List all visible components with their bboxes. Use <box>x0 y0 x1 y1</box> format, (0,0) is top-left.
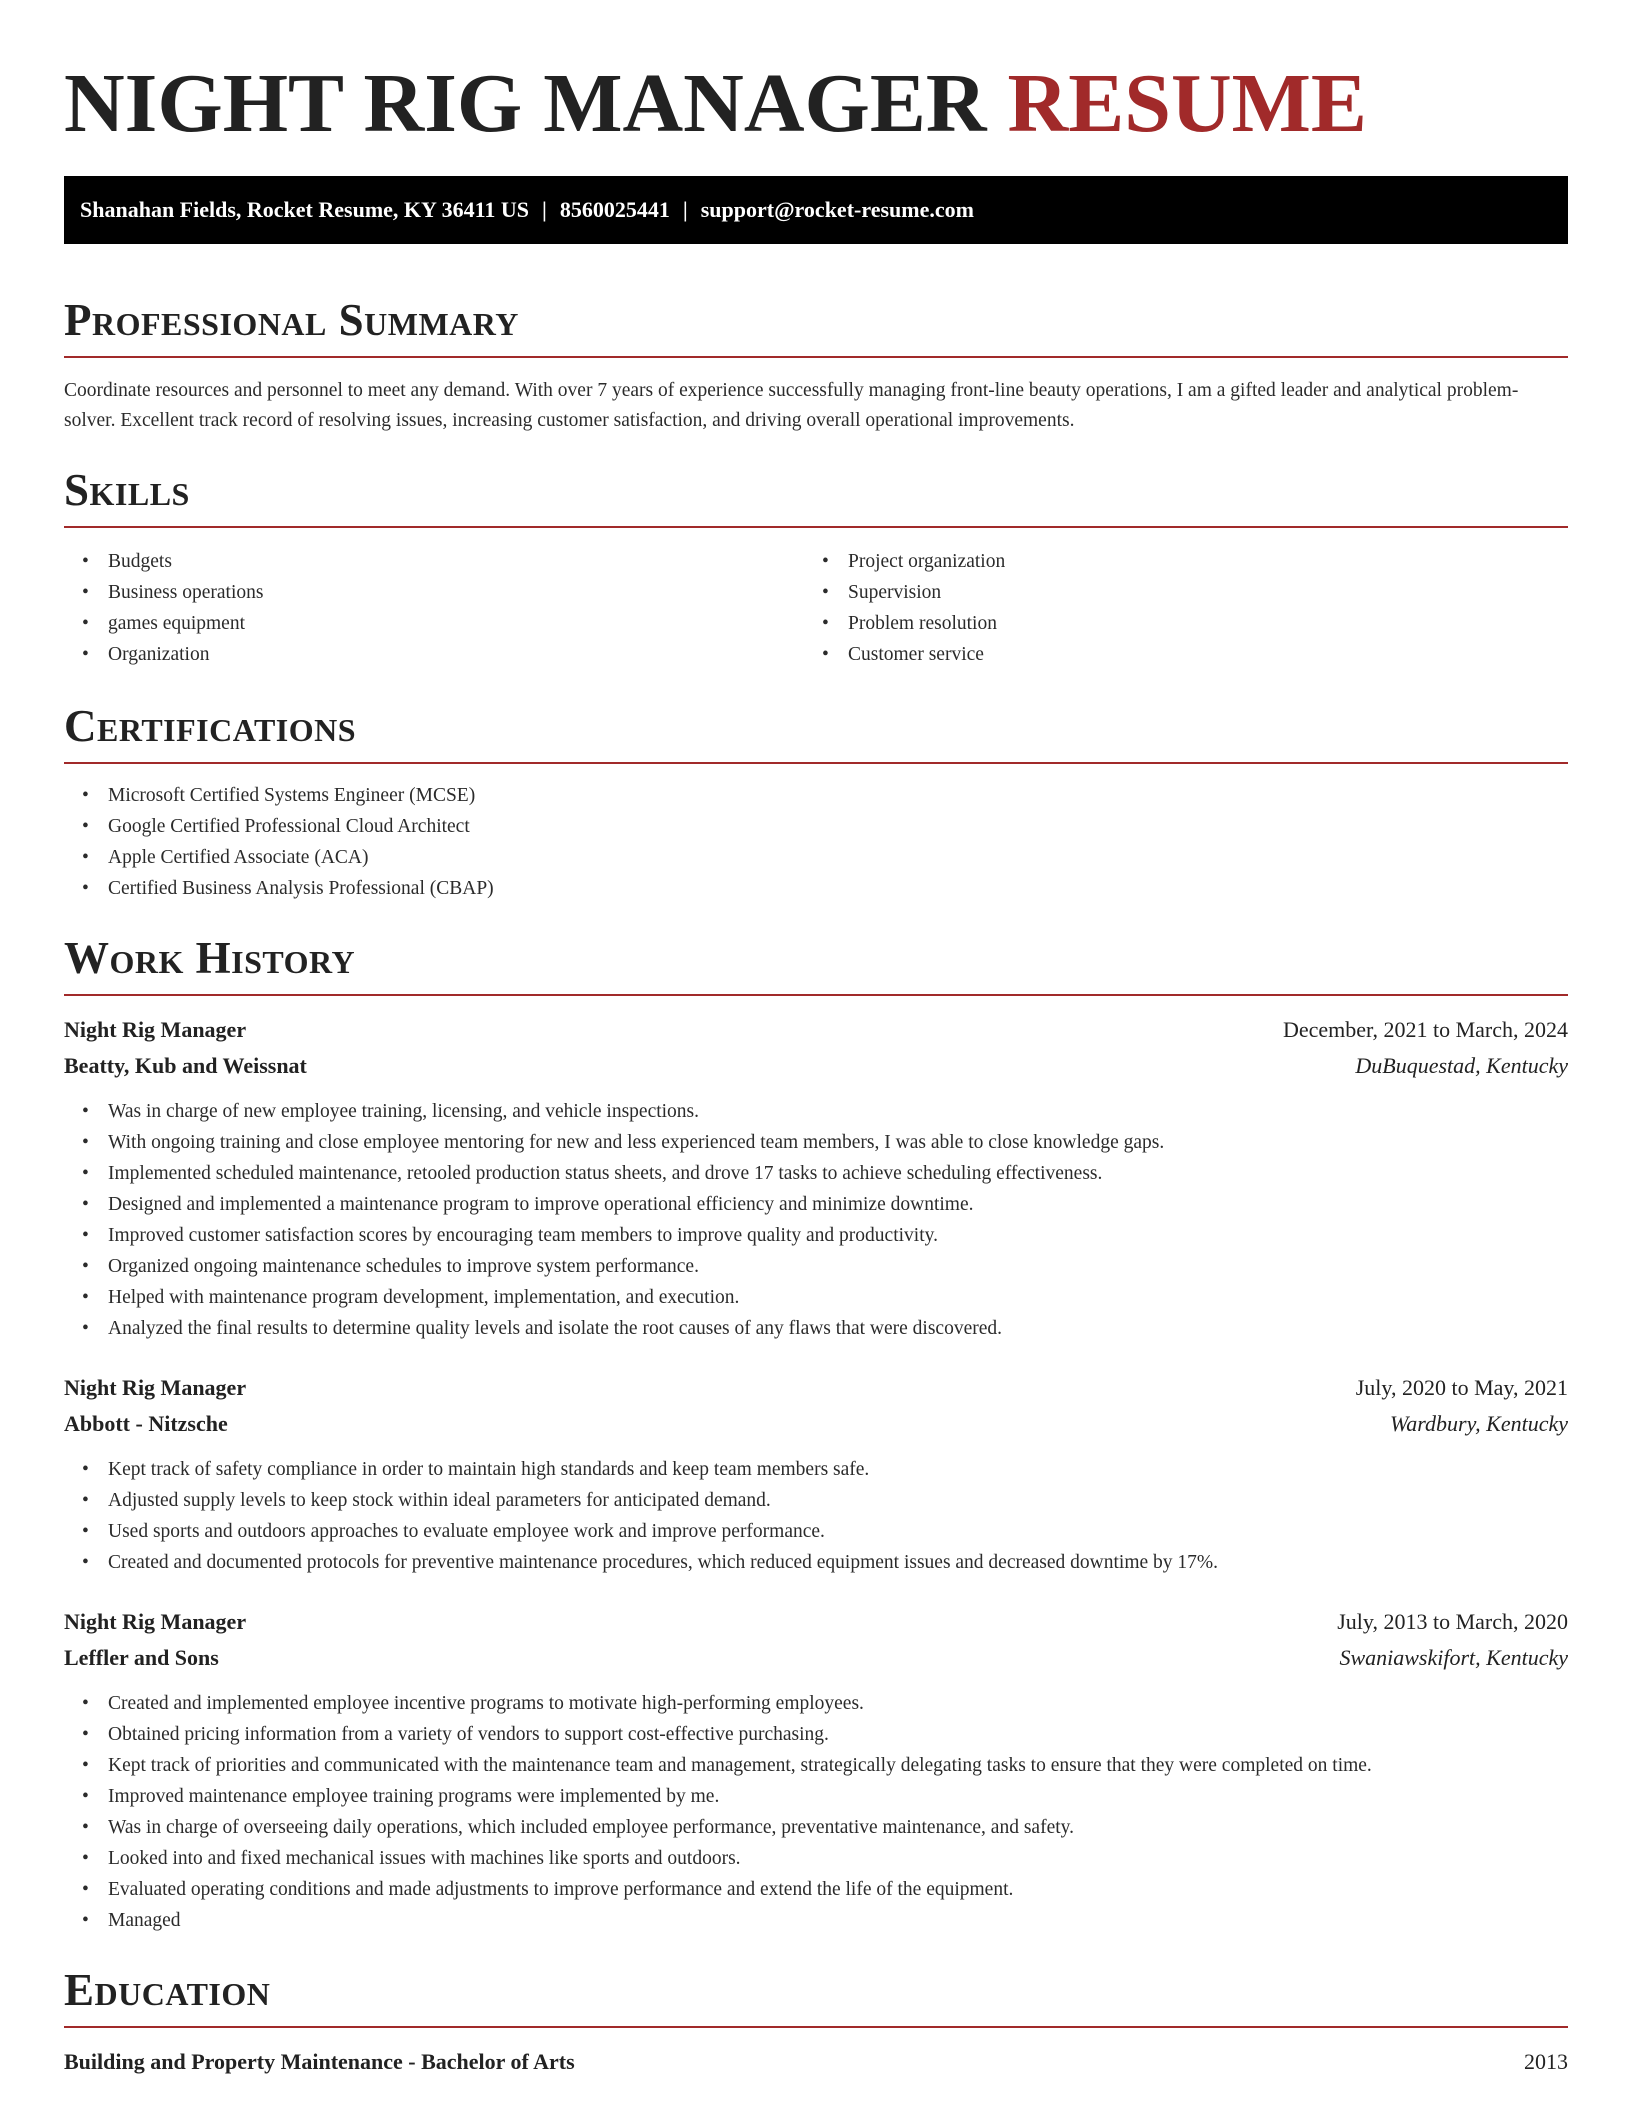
list-item <box>64 1313 1568 1344</box>
bullet-icon: • <box>82 1194 89 1215</box>
list-item <box>804 608 1544 639</box>
list-item <box>64 1485 1568 1516</box>
list-item <box>64 842 1568 873</box>
contact-email[interactable]: support@rocket-resume.com <box>700 197 974 222</box>
list-item <box>64 1843 1568 1874</box>
list-item <box>64 1127 1568 1158</box>
job-bullet-text: Obtained pricing information from a variety of vendors to support cost-effective purchasing. <box>108 1724 829 1745</box>
skills-columns <box>64 546 1568 670</box>
list-item <box>64 873 1568 904</box>
job-bullet-text: Managed <box>108 1910 181 1931</box>
bullet-icon: • <box>82 1786 89 1807</box>
job-bullet-text: Implemented scheduled maintenance, retooled production status sheets, and drove 17 tasks to achieve scheduling effectiveness. <box>108 1163 1103 1184</box>
skill-label: Problem resolution <box>848 613 997 634</box>
job-title: Night Rig Manager <box>64 1609 247 1634</box>
certifications-list <box>64 780 1568 904</box>
job-dates: July, 2013 to March, 2020 <box>1337 1609 1568 1634</box>
job-dates: July, 2020 to May, 2021 <box>1355 1375 1568 1400</box>
list-item <box>64 1812 1568 1843</box>
section-certifications <box>64 700 1568 904</box>
job-bullet-text: Kept track of priorities and communicated with the maintenance team and management, strategically delegating tasks to ensure that they were completed on time. <box>108 1755 1372 1776</box>
job-title: Night Rig Manager <box>64 1375 247 1400</box>
education-year: 2013 <box>1524 2049 1568 2074</box>
job-bullet-text: Created and documented protocols for preventive maintenance procedures, which reduced equipment issues and decreased downtime by 17%. <box>108 1552 1219 1573</box>
bullet-icon: • <box>82 1521 89 1542</box>
list-item <box>64 1096 1568 1127</box>
section-heading: Professional Summary <box>64 295 519 345</box>
list-item <box>64 1282 1568 1313</box>
bullet-icon: • <box>82 613 89 634</box>
job-bullet-text: Adjusted supply levels to keep stock within ideal parameters for anticipated demand. <box>108 1490 771 1511</box>
bullet-icon: • <box>82 1256 89 1277</box>
job-entry <box>64 1370 1568 1578</box>
job-company: Leffler and Sons <box>64 1645 219 1670</box>
list-item <box>64 811 1568 842</box>
bullet-icon: • <box>82 1459 89 1480</box>
job-bullets <box>64 1454 1568 1578</box>
job-bullets <box>64 1688 1568 1936</box>
job-bullet-text: Organized ongoing maintenance schedules to improve system performance. <box>108 1256 699 1277</box>
section-divider <box>64 994 1568 996</box>
title-accent: RESUME <box>1007 57 1367 150</box>
contact-phone: 8560025441 <box>559 197 670 222</box>
section-heading: Work History <box>64 933 356 983</box>
job-bullet-text: Used sports and outdoors approaches to evaluate employee work and improve performance. <box>108 1521 825 1542</box>
certification-label: Microsoft Certified Systems Engineer (MCSE) <box>108 785 476 806</box>
list-item <box>64 1750 1568 1781</box>
list-item <box>64 1220 1568 1251</box>
job-title: Night Rig Manager <box>64 1017 247 1042</box>
list-item <box>64 1905 1568 1936</box>
bullet-icon: • <box>82 1848 89 1869</box>
section-divider <box>64 356 1568 358</box>
job-bullet-text: Kept track of safety compliance in order to maintain high standards and keep team members safe. <box>108 1459 870 1480</box>
bullet-icon: • <box>82 1552 89 1573</box>
list-item <box>804 639 1544 670</box>
resume-title <box>64 0 1568 152</box>
job-bullet-text: With ongoing training and close employee mentoring for new and less experienced team members, I was able to close knowledge gaps. <box>108 1132 1165 1153</box>
section-divider <box>64 526 1568 528</box>
section-education <box>64 1964 1568 2080</box>
bullet-icon: • <box>82 816 89 837</box>
bullet-icon: • <box>82 1163 89 1184</box>
job-header-row <box>64 1012 1568 1048</box>
job-location: DuBuquestad, Kentucky <box>1355 1053 1568 1078</box>
section-professional-summary <box>64 294 1568 436</box>
job-bullets <box>64 1096 1568 1344</box>
bullet-icon: • <box>82 1724 89 1745</box>
skill-label: Organization <box>108 644 210 665</box>
list-item <box>804 546 1544 577</box>
bullet-icon: • <box>822 551 829 572</box>
resume-page <box>64 0 1568 2080</box>
section-heading: Certifications <box>64 701 357 751</box>
section-work-history <box>64 932 1568 1936</box>
section-heading: Skills <box>64 465 190 515</box>
skill-label: Supervision <box>848 582 942 603</box>
title-main: NIGHT RIG MANAGER <box>64 57 987 150</box>
section-divider <box>64 762 1568 764</box>
job-bullet-text: Designed and implemented a maintenance program to improve operational efficiency and minimize downtime. <box>108 1194 974 1215</box>
list-item <box>64 546 804 577</box>
list-item <box>64 608 804 639</box>
list-item <box>64 1874 1568 1905</box>
education-row <box>64 2044 1568 2080</box>
skills-list-right <box>804 546 1544 670</box>
bullet-icon: • <box>82 1755 89 1776</box>
job-company-row <box>64 1048 1568 1084</box>
contact-separator: | <box>542 197 547 222</box>
job-bullet-text: Improved customer satisfaction scores by encouraging team members to improve quality and productivity. <box>108 1225 938 1246</box>
job-bullet-text: Improved maintenance employee training programs were implemented by me. <box>108 1786 720 1807</box>
list-item <box>64 1251 1568 1282</box>
skill-label: Customer service <box>848 644 984 665</box>
bullet-icon: • <box>822 613 829 634</box>
job-bullet-text: Created and implemented employee incentive programs to motivate high-performing employees. <box>108 1693 864 1714</box>
bullet-icon: • <box>82 1318 89 1339</box>
certification-label: Certified Business Analysis Professional (CBAP) <box>108 878 494 899</box>
job-header-row <box>64 1604 1568 1640</box>
job-bullet-text: Evaluated operating conditions and made adjustments to improve performance and extend the life of the equipment. <box>108 1879 1014 1900</box>
job-company-row <box>64 1406 1568 1442</box>
job-company: Beatty, Kub and Weissnat <box>64 1053 307 1078</box>
job-location: Swaniawskifort, Kentucky <box>1339 1645 1568 1670</box>
job-bullet-text: Was in charge of new employee training, licensing, and vehicle inspections. <box>108 1101 700 1122</box>
list-item <box>64 1454 1568 1485</box>
list-item <box>64 1547 1568 1578</box>
contact-address: Shanahan Fields, Rocket Resume, KY 36411 US <box>80 197 530 222</box>
job-entry <box>64 1012 1568 1344</box>
job-location: Wardbury, Kentucky <box>1389 1411 1568 1436</box>
contact-separator: | <box>682 197 688 222</box>
job-entry <box>64 1604 1568 1936</box>
education-degree: Building and Property Maintenance - Bachelor of Arts <box>64 2049 575 2074</box>
list-item <box>64 577 804 608</box>
certification-label: Google Certified Professional Cloud Architect <box>108 816 470 837</box>
job-company-row <box>64 1640 1568 1676</box>
bullet-icon: • <box>82 1490 89 1511</box>
certification-label: Apple Certified Associate (ACA) <box>108 847 369 868</box>
job-header-row <box>64 1370 1568 1406</box>
skill-label: games equipment <box>108 613 246 634</box>
list-item <box>64 1516 1568 1547</box>
bullet-icon: • <box>82 582 89 603</box>
list-item <box>64 639 804 670</box>
job-dates: December, 2021 to March, 2024 <box>1282 1017 1568 1042</box>
job-bullet-text: Was in charge of overseeing daily operations, which included employee performance, preventative maintenance, and safety. <box>108 1817 1075 1838</box>
job-bullet-text: Analyzed the final results to determine quality levels and isolate the root causes of any flaws that were discovered. <box>108 1318 1002 1339</box>
list-item <box>64 1189 1568 1220</box>
bullet-icon: • <box>82 1132 89 1153</box>
bullet-icon: • <box>82 1817 89 1838</box>
bullet-icon: • <box>82 1287 89 1308</box>
bullet-icon: • <box>82 644 89 665</box>
bullet-icon: • <box>82 1879 89 1900</box>
skill-label: Business operations <box>108 582 264 603</box>
bullet-icon: • <box>82 1910 89 1931</box>
bullet-icon: • <box>82 1225 89 1246</box>
skill-label: Project organization <box>848 551 1006 572</box>
bullet-icon: • <box>82 551 89 572</box>
list-item <box>64 1688 1568 1719</box>
bullet-icon: • <box>82 1693 89 1714</box>
contact-bar <box>64 176 1568 244</box>
bullet-icon: • <box>82 878 89 899</box>
list-item <box>64 780 1568 811</box>
skills-list-left <box>64 546 804 670</box>
skill-label: Budgets <box>108 551 172 572</box>
bullet-icon: • <box>822 582 829 603</box>
list-item <box>64 1781 1568 1812</box>
job-bullet-text: Helped with maintenance program development, implementation, and execution. <box>108 1287 740 1308</box>
bullet-icon: • <box>822 644 829 665</box>
section-skills <box>64 464 1568 670</box>
list-item <box>804 577 1544 608</box>
bullet-icon: • <box>82 847 89 868</box>
bullet-icon: • <box>82 785 89 806</box>
list-item <box>64 1158 1568 1189</box>
list-item <box>64 1719 1568 1750</box>
summary-text: Coordinate resources and personnel to meet any demand. With over 7 years of experience successfully managing front-line beauty operations, I am a gifted leader and analytical problem-solver. Excellent track record of resolving issues, increasing customer satisfaction, and driving overall operational improvements. <box>64 380 1519 431</box>
bullet-icon: • <box>82 1101 89 1122</box>
job-company: Abbott - Nitzsche <box>64 1411 228 1436</box>
section-divider <box>64 2026 1568 2028</box>
job-bullet-text: Looked into and fixed mechanical issues with machines like sports and outdoors. <box>108 1848 741 1869</box>
section-heading: Education <box>64 1965 271 2015</box>
